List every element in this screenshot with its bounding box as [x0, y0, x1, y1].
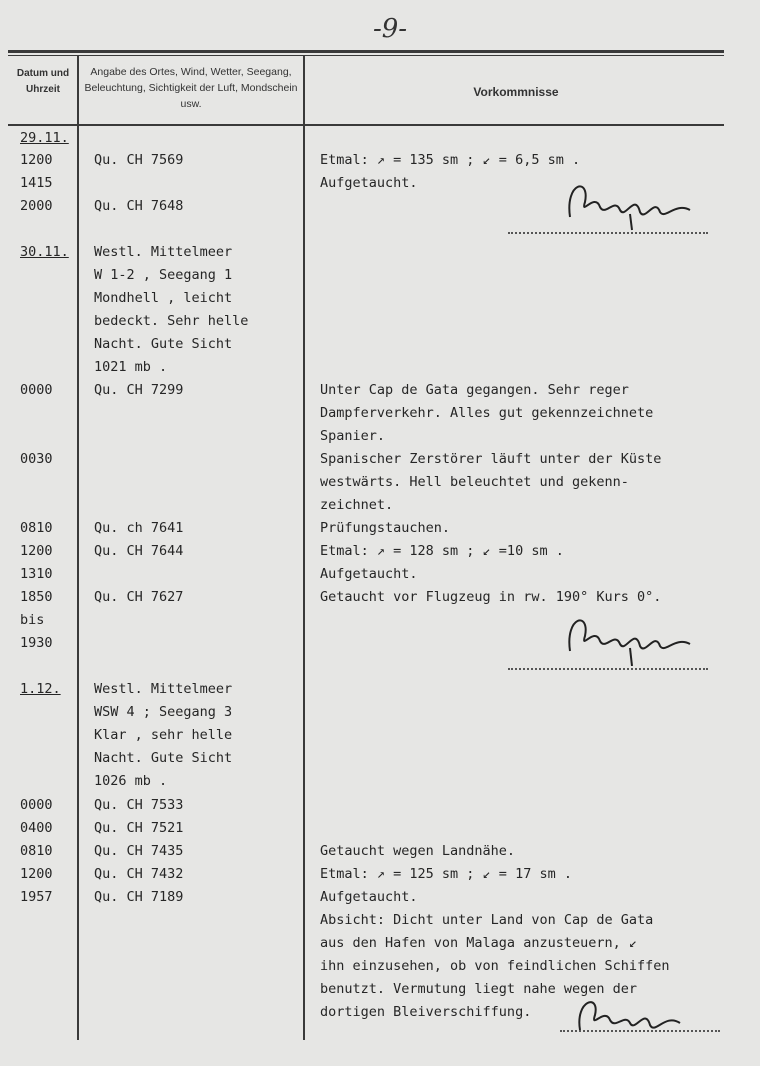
- row-place: W 1-2 , Seegang 1: [94, 267, 233, 283]
- row-event: westwärts. Hell beleuchtet und gekenn-: [320, 474, 629, 490]
- row-time: 1200: [20, 543, 53, 559]
- row-time: bis: [20, 612, 45, 628]
- row-time: 1.12.: [20, 681, 61, 697]
- signature-icon: [560, 606, 700, 666]
- row-event: Absicht: Dicht unter Land von Cap de Gata: [320, 912, 654, 928]
- row-place: Qu. CH 7648: [94, 198, 184, 214]
- signature-rule: [508, 668, 708, 670]
- row-time: 1200: [20, 152, 53, 168]
- page-number: -9-: [372, 14, 408, 44]
- row-event: Etmal: ↗ = 135 sm ; ↙ = 6,5 sm .: [320, 152, 581, 168]
- row-event: Aufgetaucht.: [320, 566, 418, 582]
- row-time: 0000: [20, 382, 53, 398]
- row-place: bedeckt. Sehr helle: [94, 313, 249, 329]
- row-time: 0810: [20, 520, 53, 536]
- row-place: Qu. CH 7569: [94, 152, 184, 168]
- row-event: Aufgetaucht.: [320, 175, 418, 191]
- row-event: ihn einzusehen, ob von feindlichen Schiffen: [320, 958, 670, 974]
- row-time: 1415: [20, 175, 53, 191]
- signature-icon: [560, 172, 700, 232]
- row-event: Prüfungstauchen.: [320, 520, 451, 536]
- row-place: Qu. CH 7189: [94, 889, 184, 905]
- col-divider-2: [303, 55, 305, 1040]
- col-divider-1: [77, 55, 79, 1040]
- row-place: Westl. Mittelmeer: [94, 244, 233, 260]
- row-place: Qu. CH 7533: [94, 797, 184, 813]
- row-place: Qu. CH 7299: [94, 382, 184, 398]
- row-place: Qu. CH 7521: [94, 820, 184, 836]
- row-event: Getaucht wegen Landnähe.: [320, 843, 516, 859]
- header-events-col: Vorkommnisse: [473, 85, 559, 99]
- row-time: 1310: [20, 566, 53, 582]
- row-place: Westl. Mittelmeer: [94, 681, 233, 697]
- row-event: Spanischer Zerstörer läuft unter der Küste: [320, 451, 662, 467]
- row-time: 0030: [20, 451, 53, 467]
- row-time: 0810: [20, 843, 53, 859]
- row-event: Etmal: ↗ = 125 sm ; ↙ = 17 sm .: [320, 866, 572, 882]
- row-event: Aufgetaucht.: [320, 889, 418, 905]
- row-place: Klar , sehr helle: [94, 727, 233, 743]
- signature-icon: [570, 985, 710, 1045]
- row-event: Getaucht vor Flugzeug in rw. 190° Kurs 0°.: [320, 589, 662, 605]
- top-rule: [8, 50, 724, 53]
- row-place: Qu. CH 7644: [94, 543, 184, 559]
- row-time: 0000: [20, 797, 53, 813]
- row-time: 2000: [20, 198, 53, 214]
- row-place: 1021 mb .: [94, 359, 168, 375]
- row-event: Dampferverkehr. Alles gut gekennzeichnete: [320, 405, 654, 421]
- row-time: 1957: [20, 889, 53, 905]
- row-event: Etmal: ↗ = 128 sm ; ↙ =10 sm .: [320, 543, 564, 559]
- row-time: 0400: [20, 820, 53, 836]
- top-rule-2: [8, 55, 724, 56]
- row-place: 1026 mb .: [94, 773, 168, 789]
- row-event: zeichnet.: [320, 497, 394, 513]
- row-place: Nacht. Gute Sicht: [94, 336, 233, 352]
- header-rule: [8, 124, 724, 126]
- row-place: Qu. CH 7432: [94, 866, 184, 882]
- row-place: Nacht. Gute Sicht: [94, 750, 233, 766]
- row-event: Spanier.: [320, 428, 386, 444]
- row-time: 1200: [20, 866, 53, 882]
- row-event: aus den Hafen von Malaga anzusteuern, ↙: [320, 935, 637, 951]
- row-time: 1850: [20, 589, 53, 605]
- row-event: dortigen Bleiverschiffung.: [320, 1004, 532, 1020]
- row-place: Qu. CH 7435: [94, 843, 184, 859]
- row-time: 29.11.: [20, 130, 69, 146]
- row-place: Qu. ch 7641: [94, 520, 184, 536]
- row-event: Unter Cap de Gata gegangen. Sehr reger: [320, 382, 629, 398]
- row-time: 30.11.: [20, 244, 69, 260]
- row-place: Mondhell , leicht: [94, 290, 233, 306]
- signature-rule: [508, 232, 708, 234]
- row-time: 1930: [20, 635, 53, 651]
- row-place: Qu. CH 7627: [94, 589, 184, 605]
- header-date-col: Datum und Uhrzeit: [16, 68, 70, 95]
- header-place-col: Angabe des Ortes, Wind, Wetter, Seegang, Beleuchtung, Sichtigkeit der Luft, Mondschein usw.: [84, 66, 298, 110]
- row-place: WSW 4 ; Seegang 3: [94, 704, 233, 720]
- row-event: benutzt. Vermutung liegt nahe wegen der: [320, 981, 637, 997]
